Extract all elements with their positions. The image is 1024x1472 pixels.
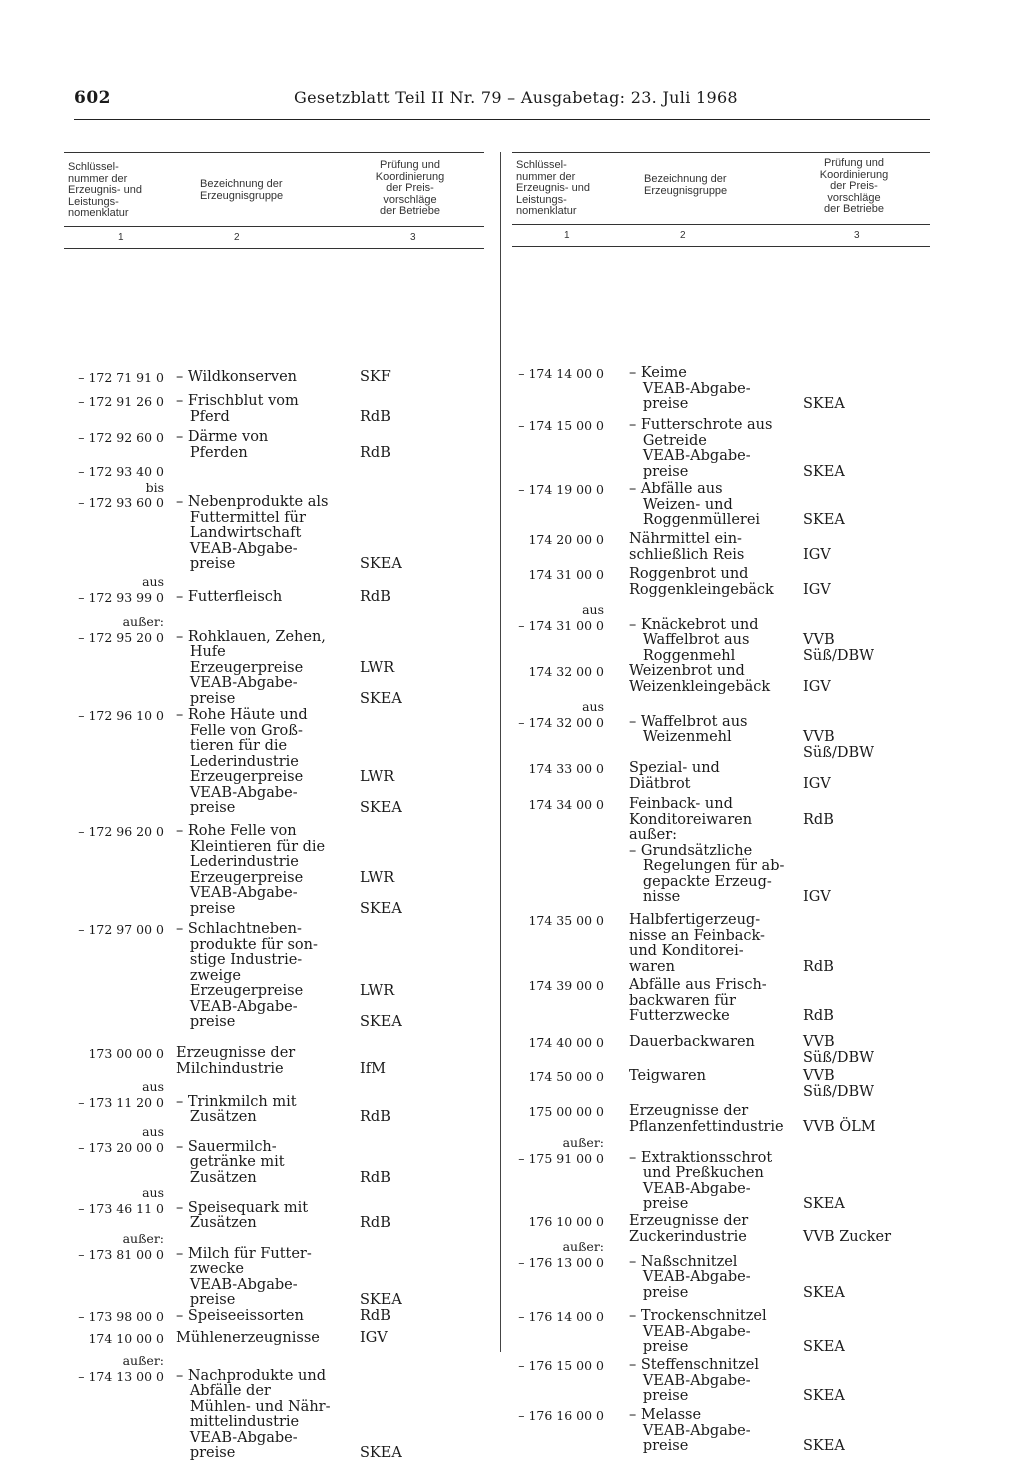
table-header-top-rule [512, 152, 930, 153]
nomenclature-code: – 174 19 00 0 [518, 482, 604, 497]
product-group-name: – Naßschnitzel VEAB-Abgabe- preise [629, 1253, 751, 1301]
nomenclature-code: aus – 174 32 00 0 [518, 699, 604, 730]
pricing-authority: RdB [803, 958, 834, 975]
product-group-name: Spezial- und Diätbrot [629, 760, 720, 792]
pricing-authority: RdB [360, 1169, 391, 1186]
product-group-name: – Steffenschnitzel VEAB-Abgabe- preise [629, 1357, 759, 1404]
pricing-authority: VVB Süß/DBW [803, 729, 875, 761]
pricing-authority: SKEA [803, 1196, 845, 1212]
product-group-name: – Nebenprodukte als Futtermittel für Landwirtschaft VEAB-Abgabe- preise [176, 494, 329, 572]
pricing-authority: RdB [360, 408, 391, 425]
pricing-authority: VVB Süß/DBW [803, 632, 875, 664]
pricing-authority: RdB [360, 444, 391, 461]
pricing-authority: VVB Süß/DBW [803, 1068, 875, 1100]
header-col1: Schlüssel- nummer der Erzeugnis- und Leistungs- nomenklatur [516, 159, 590, 217]
product-group-name: Weizenbrot und Weizenkleingebäck [629, 663, 771, 695]
nomenclature-code: aus – 174 31 00 0 [518, 602, 604, 633]
nomenclature-code: aus – 173 20 00 0 [78, 1124, 164, 1155]
header-num2: 2 [680, 230, 686, 241]
pricing-authority: IfM [360, 1060, 386, 1077]
pricing-authority: LWR SKEA [360, 659, 402, 707]
nomenclature-code: 174 31 00 0 [528, 567, 604, 582]
product-group-name: – Rohe Felle von Kleintieren für die Lederindustrie Erzeugerpreise VEAB-Abgabe- preise [176, 823, 326, 917]
product-group-name: Erzeugnisse der Milchindustrie [176, 1045, 296, 1077]
nomenclature-code: aus – 172 93 99 0 [78, 574, 164, 605]
pricing-authority: IGV [803, 775, 831, 792]
table-header-mid-rule [64, 226, 484, 227]
nomenclature-code: – 172 96 10 0 [78, 708, 164, 723]
product-group-name: – Rohe Häute und Felle von Groß- tieren für die Lederindustrie Erzeugerpreise VEAB-Abgabe- preise [176, 707, 308, 816]
table-header [512, 152, 930, 256]
nomenclature-code: – 172 71 91 0 [78, 370, 164, 385]
header-col3: Prüfung und Koordinierung der Preis- vorschläge der Betriebe [819, 157, 889, 215]
pricing-authority: SKF [360, 369, 391, 385]
nomenclature-code: – 174 15 00 0 [518, 418, 604, 433]
column-divider [500, 152, 501, 1352]
pricing-authority: IGV [360, 1330, 388, 1346]
product-group-name: – Wildkonserven [176, 369, 297, 385]
product-group-name: – Abfälle aus Weizen- und Roggenmüllerei [629, 481, 761, 528]
pricing-authority: SKEA [803, 1284, 845, 1301]
nomenclature-code: außer: – 174 13 00 0 [78, 1353, 164, 1384]
header-num1: 1 [564, 230, 570, 241]
product-group-name: – Rohklauen, Zehen, Hufe Erzeugerpreise VEAB-Abgabe- preise [176, 628, 326, 707]
nomenclature-code: 174 50 00 0 [528, 1069, 604, 1084]
nomenclature-code: – 174 14 00 0 [518, 366, 604, 381]
nomenclature-code: außer: – 172 95 20 0 [78, 614, 164, 645]
nomenclature-code: 174 20 00 0 [528, 532, 604, 547]
product-group-name: – Futterfleisch [176, 588, 283, 605]
nomenclature-code: 174 34 00 0 [528, 797, 604, 812]
product-group-name: – Extraktionsschrot und Preßkuchen VEAB-Abgabe- preise [629, 1149, 773, 1212]
pricing-authority: SKEA [360, 1445, 402, 1461]
page-header [74, 88, 930, 116]
product-group-name: – Futterschrote aus Getreide VEAB-Abgabe- preise [629, 417, 773, 480]
header-col3: Prüfung und Koordinierung der Preis- vorschläge der Betriebe [375, 159, 445, 217]
pricing-authority: IGV [803, 546, 831, 563]
header-num2: 2 [234, 232, 240, 243]
product-group-name: – Trockenschnitzel VEAB-Abgabe- preise [629, 1308, 767, 1355]
product-group-name: – Melasse VEAB-Abgabe- preise [629, 1407, 751, 1454]
nomenclature-code: – 172 96 20 0 [78, 824, 164, 839]
nomenclature-code: – 173 98 00 0 [78, 1309, 164, 1324]
pricing-authority: SKEA [803, 1339, 845, 1355]
nomenclature-code: 174 10 00 0 [88, 1331, 164, 1346]
pricing-authority: SKEA [803, 512, 845, 528]
product-group-name: – Trinkmilch mit Zusätzen [176, 1093, 297, 1125]
pricing-authority: SKEA [803, 396, 845, 412]
right-column [512, 152, 930, 1454]
pricing-authority: LWR SKEA [360, 869, 402, 917]
product-group-name: – Frischblut vom Pferd [176, 393, 299, 425]
product-group-name: – Knäckebrot und Waffelbrot aus Roggenmehl [629, 616, 759, 664]
pricing-authority: RdB [360, 588, 391, 605]
header-col2: Bezeichnung der Erzeugnisgruppe [644, 173, 728, 197]
pricing-authority: IGV [803, 678, 831, 695]
pricing-authority: RdB [360, 1215, 391, 1231]
product-group-name: Abfälle aus Frisch- backwaren für Futterzwecke [629, 977, 767, 1024]
product-group-name: – Speiseeissorten [176, 1308, 304, 1324]
table-header-top-rule [64, 152, 484, 153]
nomenclature-code: – 176 15 00 0 [518, 1358, 604, 1373]
page-number: 602 [74, 88, 111, 108]
product-group-name: – Schlachtneben- produkte für son- stige Industrie- zweige Erzeugerpreise VEAB-Abgabe- preise [176, 921, 318, 1030]
nomenclature-code: 174 33 00 0 [528, 761, 604, 776]
nomenclature-code: 174 39 00 0 [528, 978, 604, 993]
nomenclature-code: 174 32 00 0 [528, 664, 604, 679]
product-group-name: Erzeugnisse der Zuckerindustrie [629, 1213, 749, 1245]
pricing-authority: SKEA [360, 556, 402, 572]
product-group-name: Dauerbackwaren [629, 1034, 755, 1050]
pricing-authority: LWR SKEA [360, 983, 402, 1030]
pricing-authority: RdB [803, 1008, 834, 1024]
product-group-name: Roggenbrot und Roggenkleingebäck [629, 566, 774, 598]
nomenclature-code: 176 10 00 0 [528, 1214, 604, 1229]
nomenclature-code: – 176 16 00 0 [518, 1408, 604, 1423]
product-group-name: Nährmittel ein- schließlich Reis [629, 531, 745, 563]
product-group-name: Erzeugnisse der Pflanzenfettindustrie [629, 1103, 784, 1135]
nomenclature-code: aus – 173 46 11 0 [78, 1185, 164, 1216]
product-group-name: Feinback- und Konditoreiwaren außer: – Grundsätzliche Regelungen für ab- gepackte Erzeug- nisse [629, 796, 785, 905]
nomenclature-code: außer: – 173 81 00 0 [78, 1231, 164, 1262]
product-group-name: – Därme von Pferden [176, 429, 269, 461]
product-group-name: – Speisequark mit Zusätzen [176, 1199, 309, 1231]
product-group-name: – Milch für Futter- zwecke VEAB-Abgabe- preise [176, 1245, 312, 1308]
pricing-authority: RdB IGV [803, 811, 834, 905]
pricing-authority: SKEA [803, 463, 845, 480]
pricing-authority: VVB Zucker [803, 1228, 892, 1245]
table-header-mid-rule [512, 224, 930, 225]
nomenclature-code: – 176 14 00 0 [518, 1309, 604, 1324]
nomenclature-code: aus – 173 11 20 0 [78, 1079, 164, 1110]
product-group-name: – Waffelbrot aus Weizenmehl [629, 713, 748, 745]
nomenclature-code: – 172 92 60 0 [78, 430, 164, 445]
nomenclature-code: 175 00 00 0 [528, 1104, 604, 1119]
product-group-name: Halbfertigerzeug- nisse an Feinback- und Konditorei- waren [629, 912, 765, 975]
nomenclature-code: – 172 93 40 0 bis – 172 93 60 0 [78, 464, 164, 510]
header-col2: Bezeichnung der Erzeugnisgruppe [200, 178, 284, 202]
header-rule [74, 119, 930, 120]
header-num1: 1 [118, 232, 124, 243]
header-num3: 3 [854, 230, 860, 241]
nomenclature-code: 174 35 00 0 [528, 913, 604, 928]
table-header-bottom-rule [512, 246, 930, 247]
pricing-authority: SKEA [360, 1292, 402, 1308]
pricing-authority: SKEA [803, 1388, 845, 1404]
nomenclature-code: außer: – 175 91 00 0 [518, 1135, 604, 1166]
nomenclature-code: – 172 91 26 0 [78, 394, 164, 409]
pricing-authority: VVB Süß/DBW [803, 1034, 875, 1066]
header-num3: 3 [410, 232, 416, 243]
pricing-authority: SKEA [803, 1438, 845, 1454]
left-column [64, 152, 484, 1461]
pricing-authority: RdB [360, 1109, 391, 1125]
table-header-bottom-rule [64, 248, 484, 249]
header-col1: Schlüssel- nummer der Erzeugnis- und Leistungs- nomenklatur [68, 161, 142, 219]
nomenclature-code: außer: – 176 13 00 0 [518, 1239, 604, 1270]
nomenclature-code: 174 40 00 0 [528, 1035, 604, 1050]
nomenclature-code: – 172 97 00 0 [78, 922, 164, 937]
product-group-name: – Sauermilch- getränke mit Zusätzen [176, 1138, 285, 1186]
product-group-name: Mühlenerzeugnisse [176, 1330, 320, 1346]
pricing-authority: RdB [360, 1308, 391, 1324]
nomenclature-code: 173 00 00 0 [88, 1046, 164, 1061]
product-group-name: Teigwaren [629, 1068, 706, 1084]
table-header [64, 152, 484, 256]
pricing-authority: IGV [803, 581, 831, 598]
gazette-title: Gesetzblatt Teil II Nr. 79 – Ausgabetag: 23. Juli 1968 [294, 88, 738, 107]
pricing-authority: VVB ÖLM [803, 1118, 876, 1135]
pricing-authority: LWR SKEA [360, 769, 402, 816]
product-group-name: – Keime VEAB-Abgabe- preise [629, 365, 751, 412]
product-group-name: – Nachprodukte und Abfälle der Mühlen- und Nähr- mittelindustrie VEAB-Abgabe- preise [176, 1367, 331, 1461]
